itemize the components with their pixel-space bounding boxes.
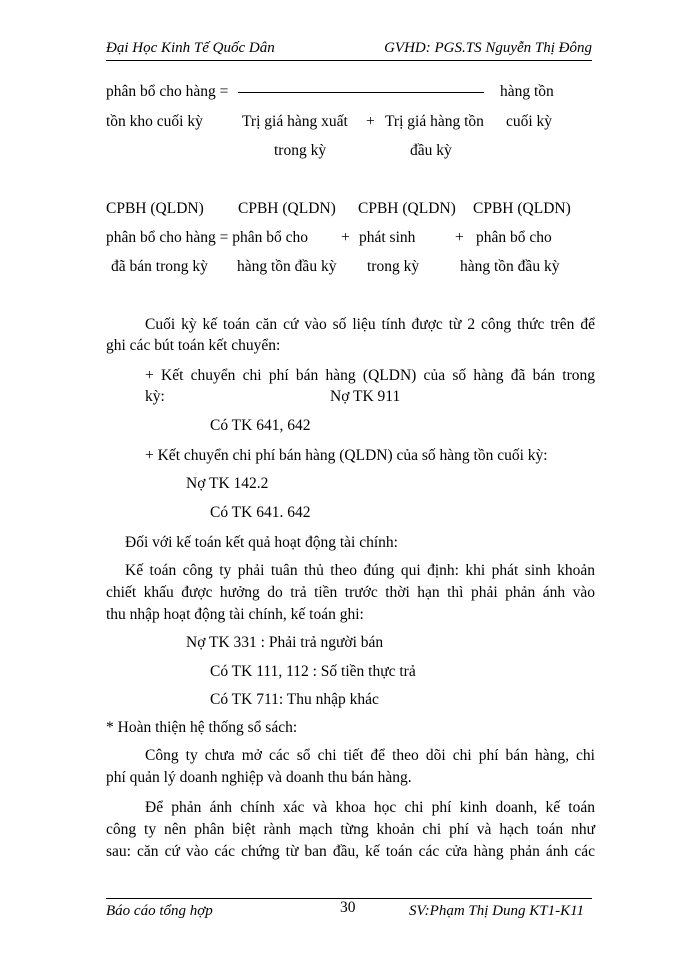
formula2-row3-col2: hàng tồn đầu kỳ (237, 258, 337, 275)
formula2-row3-col3: trong kỳ (367, 258, 420, 275)
paragraph-6-line1: Để phản ánh chính xác và khoa học chi phí kinh doanh, kế toán (145, 799, 595, 816)
formula2-row1-col4: CPBH (QLDN) (473, 200, 571, 217)
formula1-denominator-a: Trị giá hàng xuất (242, 113, 348, 130)
formula2-row2-a: phân bổ cho hàng = phân bổ cho (106, 229, 309, 246)
paragraph-5-line1: Công ty chưa mở các sổ chi tiết để theo dõi chi phí bán hàng, chi (145, 747, 595, 764)
paragraph-1-line2: ghi các bút toán kết chuyển: (106, 337, 281, 354)
page-number: 30 (340, 899, 356, 916)
formula2-row1-col1: CPBH (QLDN) (106, 200, 204, 217)
paragraph-3-line2: chiết khấu được hưởng do trả tiền trước thời hạn thì phải phản ánh vào (106, 584, 595, 601)
formula1-numerator-right: hàng tồn (500, 83, 554, 100)
formula2-row2-plus1: + (341, 229, 350, 246)
paragraph-3-line1: Kế toán công ty phải tuân thủ theo đúng qui định: khi phát sinh khoản (125, 562, 595, 579)
formula1-fraction-bar (238, 92, 484, 93)
formula2-row3-col4: hàng tồn đầu kỳ (460, 258, 560, 275)
formula2-row2-c: phân bổ cho (476, 229, 552, 246)
page-footer (106, 898, 592, 923)
formula2-row2-b: phát sinh (359, 229, 416, 246)
journal-entry-credit-1: Có TK 111, 112 : Số tiền thực trả (210, 663, 416, 680)
header-supervisor: GVHD: PGS.TS Nguyễn Thị Đông (384, 40, 592, 56)
journal-entry-debit: Nợ TK 331 : Phải trả người bán (186, 634, 384, 651)
paragraph-5-line2: phí quản lý doanh nghiệp và doanh thu bán hàng. (106, 769, 412, 786)
formula2-row1-col3: CPBH (QLDN) (358, 200, 456, 217)
entry-1-line1: + Kết chuyển chi phí bán hàng (QLDN) của số hàng đã bán trong (145, 367, 595, 384)
section-heading: * Hoàn thiện hệ thống sổ sách: (106, 719, 298, 736)
paragraph-6-line2: công ty nên phân biệt rành mạch từng khoản chi phí và hạch toán như (106, 821, 595, 838)
formula1-plus: + (366, 113, 375, 130)
page-header (106, 38, 592, 61)
formula2-row2-plus2: + (455, 229, 464, 246)
formula1-lhs-line1: phân bổ cho hàng = (106, 83, 229, 100)
entry-1-credit: Có TK 641, 642 (210, 417, 311, 434)
entry-2-line1: + Kết chuyển chi phí bán hàng (QLDN) của số hàng tồn cuối kỳ: (145, 447, 548, 464)
formula2-row3-col1: đã bán trong kỳ (111, 258, 208, 275)
formula1-denominator-b2: đầu kỳ (410, 142, 452, 159)
formula1-denominator-b: Trị giá hàng tồn (385, 113, 484, 130)
entry-1-label: kỳ: (145, 388, 165, 405)
journal-entry-credit-2: Có TK 711: Thu nhập khác (210, 691, 379, 708)
paragraph-3-line3: thu nhập hoạt động tài chính, kế toán ghi: (106, 606, 364, 623)
entry-1-debit: Nợ TK 911 (330, 388, 401, 405)
paragraph-6-line3: sau: căn cứ vào các chứng từ ban đầu, kế toán các cửa hàng phản ánh các (106, 843, 595, 860)
paragraph-1-line1: Cuối kỳ kế toán căn cứ vào số liệu tính được từ 2 công thức trên để (145, 316, 595, 333)
formula2-row1-col2: CPBH (QLDN) (238, 200, 336, 217)
formula1-denominator-a2: trong kỳ (274, 142, 327, 159)
formula1-numerator-right2: cuối kỳ (506, 113, 553, 130)
entry-2-debit: Nợ TK 142.2 (186, 475, 269, 492)
header-university: Đại Học Kinh Tế Quốc Dân (106, 40, 275, 56)
paragraph-2: Đối với kế toán kết quả hoạt động tài chính: (125, 534, 398, 551)
footer-report-title: Báo cáo tổng hợp (106, 903, 213, 919)
formula1-lhs-line2: tồn kho cuối kỳ (106, 113, 203, 130)
footer-student: SV:Phạm Thị Dung KT1-K11 (408, 903, 584, 919)
entry-2-credit: Có TK 641. 642 (210, 504, 311, 521)
